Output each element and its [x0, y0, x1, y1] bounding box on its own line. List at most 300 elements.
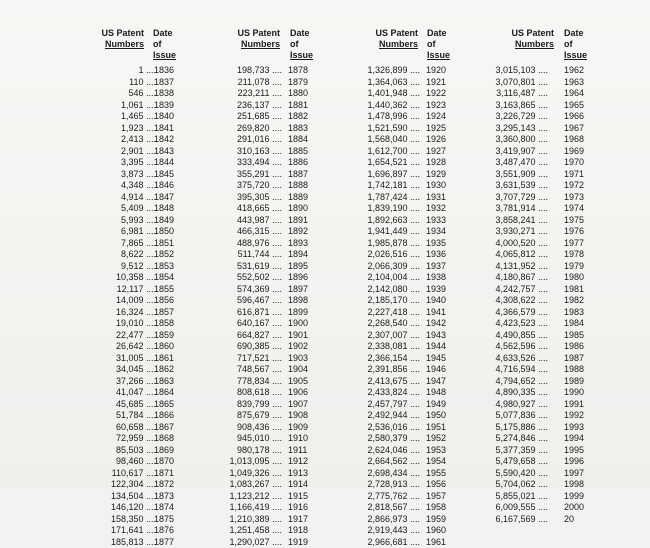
patent-number: 1,166,419 ....	[220, 502, 282, 514]
issue-year: 1901	[288, 330, 308, 342]
issue-year: 1857	[154, 307, 174, 319]
patent-number: 1 ....	[88, 65, 156, 77]
issue-year: 1943	[426, 330, 446, 342]
patent-number: 5,855,021 ....	[488, 491, 548, 503]
issue-year: 1912	[288, 456, 308, 468]
patent-number: 3,015,103 ....	[488, 65, 548, 77]
patent-number: 1,654,521 ....	[352, 157, 420, 169]
issue-year: 1882	[288, 111, 308, 123]
patent-number: 2,307,007 ....	[352, 330, 420, 342]
issue-year: 1914	[288, 479, 308, 491]
patent-number: 690,385 ....	[220, 341, 282, 353]
issue-year: 1920	[426, 65, 446, 77]
patent-number: 3,070,801 ....	[488, 77, 548, 89]
patent-number: 355,291 ....	[220, 169, 282, 181]
patent-number: 2,268,540 ....	[352, 318, 420, 330]
patent-number: 10,358 ....	[88, 272, 156, 284]
issue-year: 1872	[154, 479, 174, 491]
issue-year: 1918	[288, 525, 308, 537]
patent-number: 1,742,181 ....	[352, 180, 420, 192]
patent-number: 2,818,567 ....	[352, 502, 420, 514]
issue-year: 1868	[154, 433, 174, 445]
patent-number: 2,728,913 ....	[352, 479, 420, 491]
patent-number: 3,781,914 ....	[488, 203, 548, 215]
patent-number: 1,123,212 ....	[220, 491, 282, 503]
issue-year: 1929	[426, 169, 446, 181]
issue-year: 1951	[426, 422, 446, 434]
patent-number: 3,873 ....	[88, 169, 156, 181]
date-issue-header	[427, 28, 450, 61]
patent-number: 4,716,594 ....	[488, 364, 548, 376]
issue-year: 1915	[288, 491, 308, 503]
patent-number: 51,784 ....	[88, 410, 156, 422]
date-issue-header	[153, 28, 176, 61]
issue-year: 1876	[154, 525, 174, 537]
issue-year: 1980	[564, 272, 584, 284]
issue-year: 1896	[288, 272, 308, 284]
issue-year: 1862	[154, 364, 174, 376]
patent-number: 2,026,516 ....	[352, 249, 420, 261]
patent-number: 310,163 ....	[220, 146, 282, 158]
patent-number: 1,290,027 ....	[220, 537, 282, 548]
issue-year: 1976	[564, 226, 584, 238]
issue-year: 1840	[154, 111, 174, 123]
issue-year: 1953	[426, 445, 446, 457]
patent-number: 2,866,973 ....	[352, 514, 420, 526]
issue-year: 1995	[564, 445, 584, 457]
issue-year: 1992	[564, 410, 584, 422]
patent-number: 16,324 ....	[88, 307, 156, 319]
issue-year: 1941	[426, 307, 446, 319]
patent-number: 5,274,846 ....	[488, 433, 548, 445]
date-header-line2: Issue	[427, 50, 450, 61]
issue-year: 1841	[154, 123, 174, 135]
patent-number: 395,305 ....	[220, 192, 282, 204]
issue-year: 1986	[564, 341, 584, 353]
issue-year: 1937	[426, 261, 446, 273]
issue-year: 1977	[564, 238, 584, 250]
patent-number: 2,413,675 ....	[352, 376, 420, 388]
patent-number: 1,612,700 ....	[352, 146, 420, 158]
patent-number: 4,980,927 ....	[488, 399, 548, 411]
patent-number: 122,304 ....	[88, 479, 156, 491]
patent-number: 236,137 ....	[220, 100, 282, 112]
date-issue-header	[564, 28, 587, 61]
patent-number: 3,295,143 ....	[488, 123, 548, 135]
issue-year: 1978	[564, 249, 584, 261]
issue-year: 1921	[426, 77, 446, 89]
patent-number: 19,010 ....	[88, 318, 156, 330]
patent-number: 60,658 ....	[88, 422, 156, 434]
patent-number: 2,227,418 ....	[352, 307, 420, 319]
issue-year: 1927	[426, 146, 446, 158]
issue-year: 1884	[288, 134, 308, 146]
issue-year: 1852	[154, 249, 174, 261]
issue-year: 1989	[564, 376, 584, 388]
issue-year: 1888	[288, 180, 308, 192]
patent-number: 3,419,907 ....	[488, 146, 548, 158]
issue-year: 1894	[288, 249, 308, 261]
patent-number: 778,834 ....	[220, 376, 282, 388]
patent-number: 2,433,824 ....	[352, 387, 420, 399]
patent-number: 2,624,046 ....	[352, 445, 420, 457]
patent-number: 2,966,681 ....	[352, 537, 420, 548]
issue-year: 1934	[426, 226, 446, 238]
patent-number-header	[488, 28, 554, 50]
issue-year: 1871	[154, 468, 174, 480]
issue-year: 1839	[154, 100, 174, 112]
issue-year: 1972	[564, 180, 584, 192]
issue-year: 1861	[154, 353, 174, 365]
patent-number: 839,799 ....	[220, 399, 282, 411]
issue-year: 1985	[564, 330, 584, 342]
issue-year: 1956	[426, 479, 446, 491]
patent-number: 418,665 ....	[220, 203, 282, 215]
patent-number: 640,167 ....	[220, 318, 282, 330]
issue-year: 1893	[288, 238, 308, 250]
patent-number: 3,395 ....	[88, 157, 156, 169]
issue-year: 1892	[288, 226, 308, 238]
patent-number: 1,941,449 ....	[352, 226, 420, 238]
issue-year: 1847	[154, 192, 174, 204]
patent-number: 72,959 ....	[88, 433, 156, 445]
patent-number: 4,794,652 ....	[488, 376, 548, 388]
issue-year: 1965	[564, 100, 584, 112]
issue-year: 1913	[288, 468, 308, 480]
patent-header-line1: US Patent	[488, 28, 554, 39]
issue-year: 1968	[564, 134, 584, 146]
issue-year: 1877	[154, 537, 174, 548]
issue-year: 1975	[564, 215, 584, 227]
patent-number: 1,440,362 ....	[352, 100, 420, 112]
issue-year: 2000	[564, 502, 584, 514]
issue-year: 1924	[426, 111, 446, 123]
patent-number: 1,061 ....	[88, 100, 156, 112]
patent-number: 5,993 ....	[88, 215, 156, 227]
patent-number: 1,985,878 ....	[352, 238, 420, 250]
patent-number: 1,892,663 ....	[352, 215, 420, 227]
issue-year: 1906	[288, 387, 308, 399]
date-header-line2: Issue	[564, 50, 587, 61]
patent-number: 4,914 ....	[88, 192, 156, 204]
patent-number: 1,401,948 ....	[352, 88, 420, 100]
patent-number: 574,369 ....	[220, 284, 282, 296]
patent-number: 211,078 ....	[220, 77, 282, 89]
issue-year: 1895	[288, 261, 308, 273]
patent-number: 1,364,063 ....	[352, 77, 420, 89]
issue-year: 1996	[564, 456, 584, 468]
patent-header-line1: US Patent	[220, 28, 280, 39]
patent-number: 875,679 ....	[220, 410, 282, 422]
patent-number: 5,409 ....	[88, 203, 156, 215]
issue-year: 1890	[288, 203, 308, 215]
issue-year: 1964	[564, 88, 584, 100]
issue-year: 1860	[154, 341, 174, 353]
issue-year: 1909	[288, 422, 308, 434]
patent-number: 6,009,555 ....	[488, 502, 548, 514]
issue-year: 1850	[154, 226, 174, 238]
patent-header-line1: US Patent	[88, 28, 144, 39]
issue-year: 1988	[564, 364, 584, 376]
patent-number: 269,820 ....	[220, 123, 282, 135]
issue-year: 1875	[154, 514, 174, 526]
issue-year: 1997	[564, 468, 584, 480]
patent-number: 2,664,562 ....	[352, 456, 420, 468]
issue-year: 1897	[288, 284, 308, 296]
patent-number: 1,083,267 ....	[220, 479, 282, 491]
patent-header-line2: Numbers	[352, 39, 418, 50]
issue-year: 1931	[426, 192, 446, 204]
patent-number: 980,178 ....	[220, 445, 282, 457]
patent-number: 2,413 ....	[88, 134, 156, 146]
issue-year: 1885	[288, 146, 308, 158]
patent-number: 4,065,812 ....	[488, 249, 548, 261]
patent-number: 3,226,729 ....	[488, 111, 548, 123]
issue-year: 1963	[564, 77, 584, 89]
patent-number: 4,000,520 ....	[488, 238, 548, 250]
patent-number: 185,813 ....	[88, 537, 156, 548]
issue-year: 1866	[154, 410, 174, 422]
patent-number: 3,163,865 ....	[488, 100, 548, 112]
issue-year: 1886	[288, 157, 308, 169]
patent-number: 664,827 ....	[220, 330, 282, 342]
issue-year: 1966	[564, 111, 584, 123]
issue-year: 1856	[154, 295, 174, 307]
issue-year: 1979	[564, 261, 584, 273]
patent-number: 2,366,154 ....	[352, 353, 420, 365]
patent-number: 4,490,855 ....	[488, 330, 548, 342]
issue-year: 1957	[426, 491, 446, 503]
issue-year: 1939	[426, 284, 446, 296]
patent-number: 4,890,335 ....	[488, 387, 548, 399]
patent-number: 85,503 ....	[88, 445, 156, 457]
issue-year: 1993	[564, 422, 584, 434]
issue-year: 1891	[288, 215, 308, 227]
patent-number: 443,987 ....	[220, 215, 282, 227]
patent-number: 198,733 ....	[220, 65, 282, 77]
patent-number: 2,901 ....	[88, 146, 156, 158]
patent-number: 22,477 ....	[88, 330, 156, 342]
issue-year: 1959	[426, 514, 446, 526]
patent-number: 7,865 ....	[88, 238, 156, 250]
issue-year: 1938	[426, 272, 446, 284]
issue-year: 1916	[288, 502, 308, 514]
patent-number: 6,167,569 ....	[488, 514, 548, 526]
date-header-line1: Date of	[564, 28, 587, 50]
patent-number: 333,494 ....	[220, 157, 282, 169]
patent-header-line1: US Patent	[352, 28, 418, 39]
patent-number: 3,631,539 ....	[488, 180, 548, 192]
issue-year: 1926	[426, 134, 446, 146]
patent-number: 2,066,309 ....	[352, 261, 420, 273]
issue-year: 1955	[426, 468, 446, 480]
patent-header-line2: Numbers	[220, 39, 280, 50]
issue-year: 1946	[426, 364, 446, 376]
patent-number: 4,366,579 ....	[488, 307, 548, 319]
patent-number: 552,502 ....	[220, 272, 282, 284]
patent-number: 1,013,095 ....	[220, 456, 282, 468]
patent-number: 110,617 ....	[88, 468, 156, 480]
issue-year: 1970	[564, 157, 584, 169]
issue-year: 1961	[426, 537, 446, 548]
patent-number: 808,618 ....	[220, 387, 282, 399]
patent-number: 1,787,424 ....	[352, 192, 420, 204]
patent-number: 511,744 ....	[220, 249, 282, 261]
patent-number-header	[220, 28, 280, 50]
patent-number: 2,919,443 ....	[352, 525, 420, 537]
date-header-line2: Issue	[290, 50, 313, 61]
issue-year: 1923	[426, 100, 446, 112]
patent-number: 4,242,757 ....	[488, 284, 548, 296]
issue-year: 1873	[154, 491, 174, 503]
patent-number: 1,465 ....	[88, 111, 156, 123]
patent-number: 158,350 ....	[88, 514, 156, 526]
patent-number: 5,175,886 ....	[488, 422, 548, 434]
issue-year: 1846	[154, 180, 174, 192]
issue-year: 1973	[564, 192, 584, 204]
issue-year: 1930	[426, 180, 446, 192]
patent-number: 2,457,797 ....	[352, 399, 420, 411]
patent-number: 616,871 ....	[220, 307, 282, 319]
patent-number: 2,338,081 ....	[352, 341, 420, 353]
patent-number: 2,536,016 ....	[352, 422, 420, 434]
issue-year: 1849	[154, 215, 174, 227]
patent-number: 41,047 ....	[88, 387, 156, 399]
issue-year: 1949	[426, 399, 446, 411]
issue-year: 1969	[564, 146, 584, 158]
issue-year: 1878	[288, 65, 308, 77]
patent-number: 3,858,241 ....	[488, 215, 548, 227]
patent-number: 134,504 ....	[88, 491, 156, 503]
patent-number: 5,590,420 ....	[488, 468, 548, 480]
issue-year: 1948	[426, 387, 446, 399]
issue-year: 1933	[426, 215, 446, 227]
issue-year: 1982	[564, 295, 584, 307]
patent-number: 1,210,389 ....	[220, 514, 282, 526]
issue-year: 1900	[288, 318, 308, 330]
patent-number: 223,211 ....	[220, 88, 282, 100]
issue-year: 1999	[564, 491, 584, 503]
issue-year: 1881	[288, 100, 308, 112]
patent-number: 2,775,762 ....	[352, 491, 420, 503]
issue-year: 1837	[154, 77, 174, 89]
issue-year: 1874	[154, 502, 174, 514]
patent-number: 37,266 ....	[88, 376, 156, 388]
patent-number: 4,562,596 ....	[488, 341, 548, 353]
issue-year: 1879	[288, 77, 308, 89]
issue-year: 1991	[564, 399, 584, 411]
issue-year: 1854	[154, 272, 174, 284]
issue-year: 1945	[426, 353, 446, 365]
patent-number: 1,839,190 ....	[352, 203, 420, 215]
issue-year: 1870	[154, 456, 174, 468]
issue-year: 1911	[288, 445, 307, 457]
issue-year: 1917	[288, 514, 308, 526]
patent-number: 5,377,359 ....	[488, 445, 548, 457]
patent-number: 3,930,271 ....	[488, 226, 548, 238]
patent-number: 45,685 ....	[88, 399, 156, 411]
issue-year: 1889	[288, 192, 308, 204]
issue-year: 1990	[564, 387, 584, 399]
issue-year: 1898	[288, 295, 308, 307]
patent-number: 3,551,909 ....	[488, 169, 548, 181]
patent-number: 4,348 ....	[88, 180, 156, 192]
issue-year: 1962	[564, 65, 584, 77]
issue-year: 1960	[426, 525, 446, 537]
patent-number: 466,315 ....	[220, 226, 282, 238]
issue-year: 1848	[154, 203, 174, 215]
issue-year: 1883	[288, 123, 308, 135]
issue-year: 1843	[154, 146, 174, 158]
issue-year: 1836	[154, 65, 174, 77]
issue-year: 1971	[564, 169, 584, 181]
issue-year: 1880	[288, 88, 308, 100]
patent-number: 4,423,523 ....	[488, 318, 548, 330]
patent-number: 12,117 ....	[88, 284, 156, 296]
issue-year: 1974	[564, 203, 584, 215]
issue-year: 1922	[426, 88, 446, 100]
patent-number: 1,696,897 ....	[352, 169, 420, 181]
patent-number: 8,622 ....	[88, 249, 156, 261]
issue-year: 1902	[288, 341, 308, 353]
patent-number: 1,478,996 ....	[352, 111, 420, 123]
issue-year: 1838	[154, 88, 174, 100]
issue-year: 1908	[288, 410, 308, 422]
patent-number: 1,568,040 ....	[352, 134, 420, 146]
patent-number: 98,460 ....	[88, 456, 156, 468]
patent-number: 488,976 ....	[220, 238, 282, 250]
issue-year: 1907	[288, 399, 308, 411]
issue-year: 1952	[426, 433, 446, 445]
patent-number: 1,049,326 ....	[220, 468, 282, 480]
issue-year: 1981	[564, 284, 584, 296]
issue-year: 1950	[426, 410, 446, 422]
issue-year: 1851	[154, 238, 174, 250]
date-header-line1: Date of	[427, 28, 450, 50]
patent-number: 546 ....	[88, 88, 156, 100]
patent-number: 4,633,526 ....	[488, 353, 548, 365]
issue-year: 1859	[154, 330, 174, 342]
issue-year: 1869	[154, 445, 174, 457]
issue-year: 1853	[154, 261, 174, 273]
date-issue-header	[290, 28, 313, 61]
issue-year: 1867	[154, 422, 174, 434]
issue-year: 1899	[288, 307, 308, 319]
patent-number: 2,391,856 ....	[352, 364, 420, 376]
issue-year: 1940	[426, 295, 446, 307]
patent-number: 3,360,800 ....	[488, 134, 548, 146]
patent-number: 251,685 ....	[220, 111, 282, 123]
issue-year: 1958	[426, 502, 446, 514]
patent-number: 908,436 ....	[220, 422, 282, 434]
patent-number: 6,981 ....	[88, 226, 156, 238]
patent-number: 5,479,658 ....	[488, 456, 548, 468]
issue-year: 1944	[426, 341, 446, 353]
issue-year: 1844	[154, 157, 174, 169]
date-header-line2: Issue	[153, 50, 176, 61]
issue-year: 1845	[154, 169, 174, 181]
issue-year: 1855	[154, 284, 174, 296]
patent-number: 2,104,004 ....	[352, 272, 420, 284]
patent-number: 4,308,622 ....	[488, 295, 548, 307]
issue-year: 1984	[564, 318, 584, 330]
patent-number: 4,180,867 ....	[488, 272, 548, 284]
patent-number: 110 ....	[88, 77, 156, 89]
patent-number: 9,512 ....	[88, 261, 156, 273]
issue-year: 1858	[154, 318, 174, 330]
patent-number: 717,521 ....	[220, 353, 282, 365]
issue-year: 1903	[288, 353, 308, 365]
